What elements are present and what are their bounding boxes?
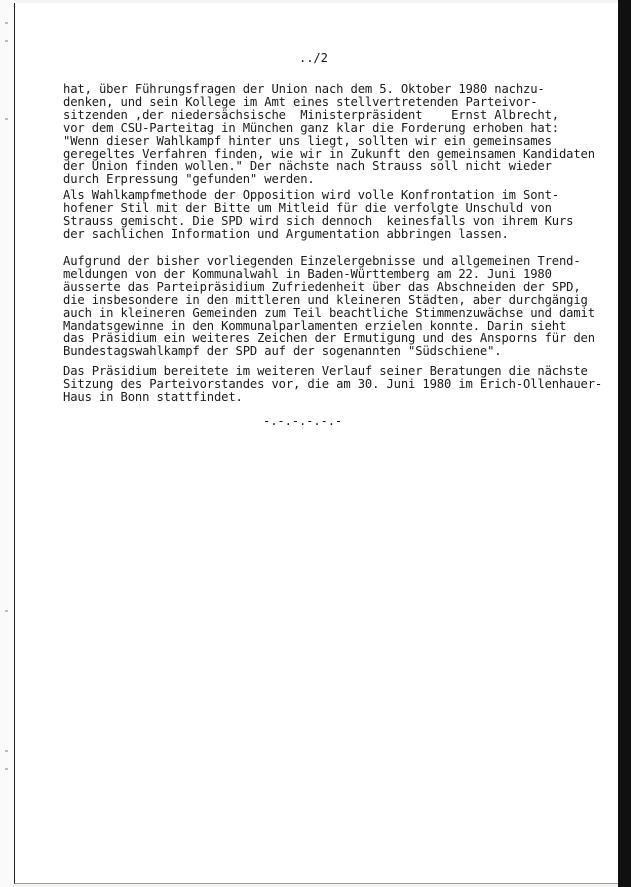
text-line: "Wenn dieser Wahlkampf hinter uns liegt, sollten wir ein gemeinsames <box>63 133 552 148</box>
text-line: Strauss gemischt. Die SPD wird sich dennoch keinesfalls von ihrem Kurs <box>63 213 574 228</box>
page-number: ../2 <box>299 51 328 65</box>
text-line: Bundestagswahlkampf der SPD auf der sogenannten "Südschiene". <box>63 344 502 359</box>
scan-margin-specks <box>2 0 12 887</box>
text-line: durch Erpressung "gefunden" werden. <box>63 172 315 187</box>
text-line: der Union finden wollen." Der nächste nach Strauss soll nicht wieder <box>63 159 552 174</box>
text-line: vor dem CSU-Parteitag in München ganz klar die Forderung erhoben hat: <box>63 120 559 135</box>
text-line: Sitzung des Parteivorstandes vor, die am 30. Juni 1980 im Erich-Ollenhauer- <box>63 376 603 391</box>
text-line: äusserte das Parteipräsidium Zufriedenheit über das Abschneiden der SPD, <box>63 279 581 294</box>
text-line: die insbesondere in den mittleren und kleineren Städten, aber durchgängig <box>63 292 588 307</box>
text-line: Mandatsgewinne in den Kommunalparlamenten erzielen konnte. Darin sieht <box>63 318 567 333</box>
text-line: geregeltes Verfahren finden, wie wir in Zukunft den gemeinsamen Kandidaten <box>63 146 595 161</box>
text-line: hofener Stil mit der Bitte um Mitleid für die verfolgte Unschuld von <box>63 200 552 215</box>
paragraph-2 <box>63 189 603 241</box>
speck <box>5 22 8 24</box>
speck <box>5 118 8 120</box>
paragraph-3 <box>63 255 603 358</box>
text-line: sitzenden ,der niedersächsische Ministerpräsident Ernst Albrecht, <box>63 107 559 122</box>
text-line: hat, über Führungsfragen der Union nach dem 5. Oktober 1980 nachzu- <box>63 82 545 96</box>
text-line: meldungen von der Kommunalwahl in Baden-Württemberg am 22. Juni 1980 <box>63 266 552 281</box>
text-line: denken, und sein Kollege im Amt eines stellvertretenden Parteivor- <box>63 94 538 109</box>
text-line: Aufgrund der bisher vorliegenden Einzelergebnisse und allgemeinen Trend- <box>63 254 581 268</box>
paragraph-1 <box>63 83 603 186</box>
text-line: Haus in Bonn stattfindet. <box>63 389 243 404</box>
text-line: auch in kleineren Gemeinden zum Teil beachtliche Stimmenzuwächse und damit <box>63 305 595 320</box>
paragraph-4 <box>63 365 603 404</box>
text-line: der sachlichen Information und Argumentation abbringen lassen. <box>63 226 509 241</box>
scan-right-edge <box>618 0 631 887</box>
text-line: Als Wahlkampfmethode der Opposition wird volle Konfrontation im Sont- <box>63 188 559 202</box>
speck <box>5 610 8 612</box>
speck <box>5 768 8 770</box>
speck <box>5 40 8 42</box>
text-line: das Präsidium ein weiteres Zeichen der Ermutigung und des Ansporns für den <box>63 331 595 346</box>
speck <box>5 750 8 752</box>
end-mark: -.-.-.-.-.- <box>263 414 343 428</box>
text-line: Das Präsidium bereitete im weiteren Verlauf seiner Beratungen die nächste <box>63 364 588 378</box>
